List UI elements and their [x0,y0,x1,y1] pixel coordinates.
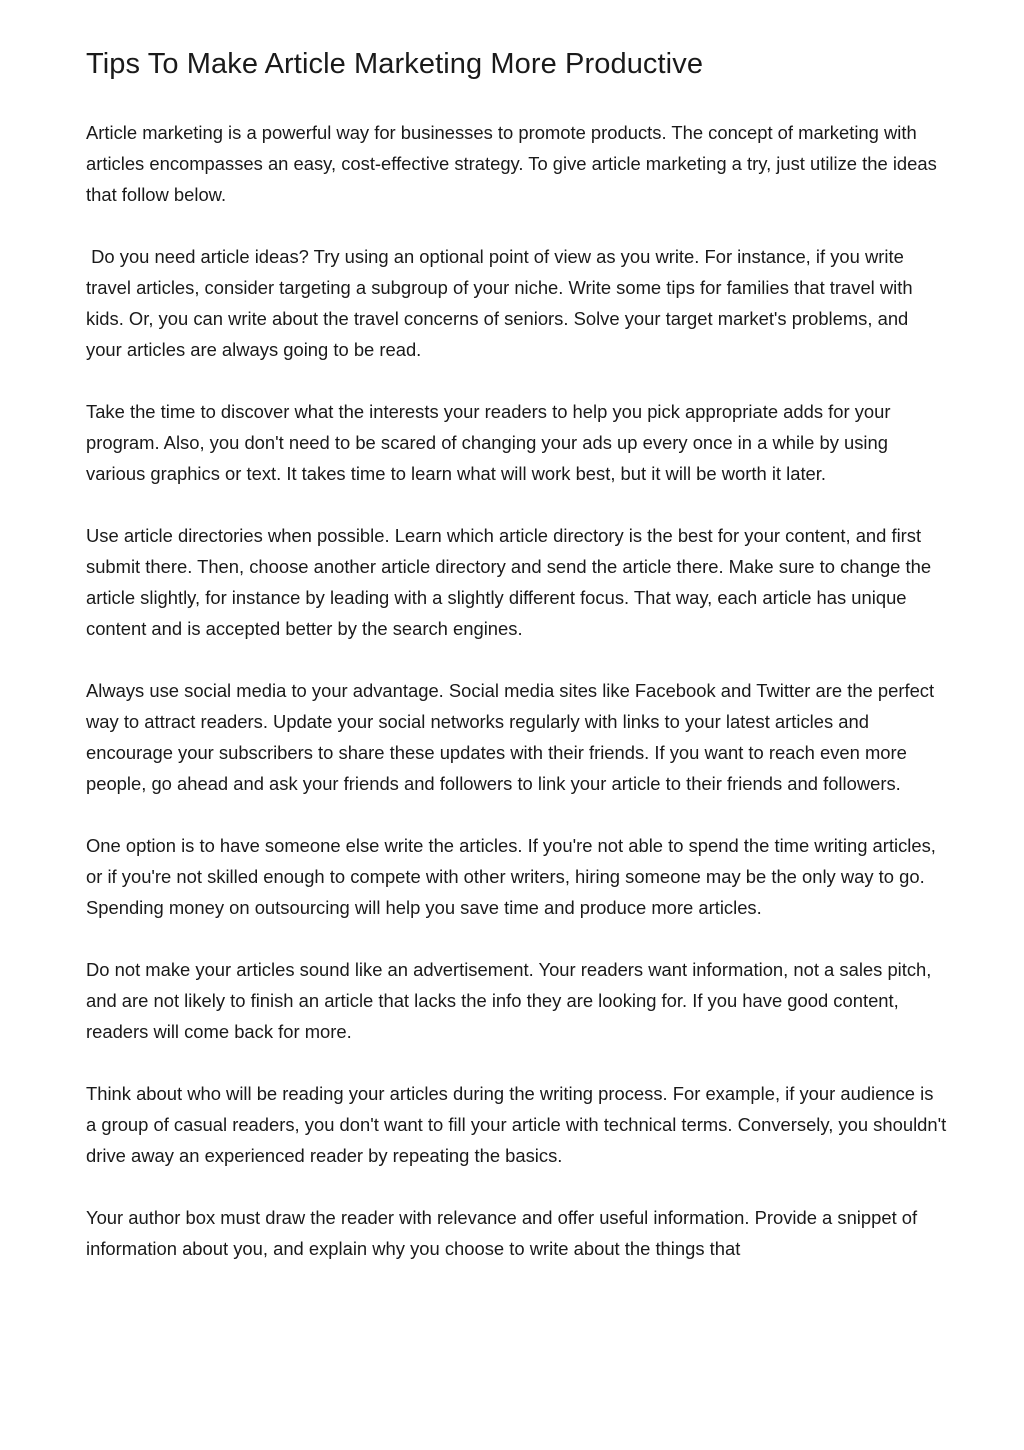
paragraph-social-media: Always use social media to your advantage. Social media sites like Facebook and Twitter are the perfect way to attract readers. Update your social networks regularly with links to your latest articles and encourage your subscribers to share these updates with their friends. If you want to reach even more people, go ahead and ask your friends and followers to link your article to their friends and followers. [86,680,940,794]
paragraph-article-directories: Use article directories when possible. Learn which article directory is the best for your content, and first submit there. Then, choose another article directory and send the article there. Make sure to change the article slightly, for instance by leading with a slightly different focus. That way, each article has unique content and is accepted better by the search engines. [86,525,937,639]
paragraph-reader-interests: Take the time to discover what the interests your readers to help you pick appropriate adds for your program. Also, you don't need to be scared of changing your ads up every once in a while by using various graphics or text. It takes time to learn what will work best, but it will be worth it later. [86,401,896,484]
document-body [86,117,952,1264]
paragraph-intro: Article marketing is a powerful way for businesses to promote products. The concept of marketing with articles encompasses an easy, cost-effective strategy. To give article marketing a try, just utilize the ideas that follow below. [86,122,942,205]
paragraph-audience: Think about who will be reading your articles during the writing process. For example, if your audience is a group of casual readers, you don't want to fill your article with technical terms. Conversely, you shouldn't drive away an experienced reader by repeating the basics. [86,1083,952,1166]
document-page [86,44,952,1295]
paragraph-author-box: Your author box must draw the reader with relevance and offer useful information. Provide a snippet of information about you, and explain why you choose to write about the things that [86,1207,923,1259]
paragraph-outsourcing: One option is to have someone else write the articles. If you're not able to spend the time writing articles, or if you're not skilled enough to compete with other writers, hiring someone may be the only way to go. Spending money on outsourcing will help you save time and produce more articles. [86,835,942,918]
paragraph-no-advertisement: Do not make your articles sound like an advertisement. Your readers want information, not a sales pitch, and are not likely to finish an article that lacks the info they are looking for. If you have good content, readers will come back for more. [86,959,937,1042]
paragraph-article-ideas: Do you need article ideas? Try using an optional point of view as you write. For instance, if you write travel articles, consider targeting a subgroup of your niche. Write some tips for families that travel with kids. Or, you can write about the travel concerns of seniors. Solve your target market's problems, and your articles are always going to be read. [86,246,918,360]
document-title: Tips To Make Article Marketing More Productive [86,48,704,80]
